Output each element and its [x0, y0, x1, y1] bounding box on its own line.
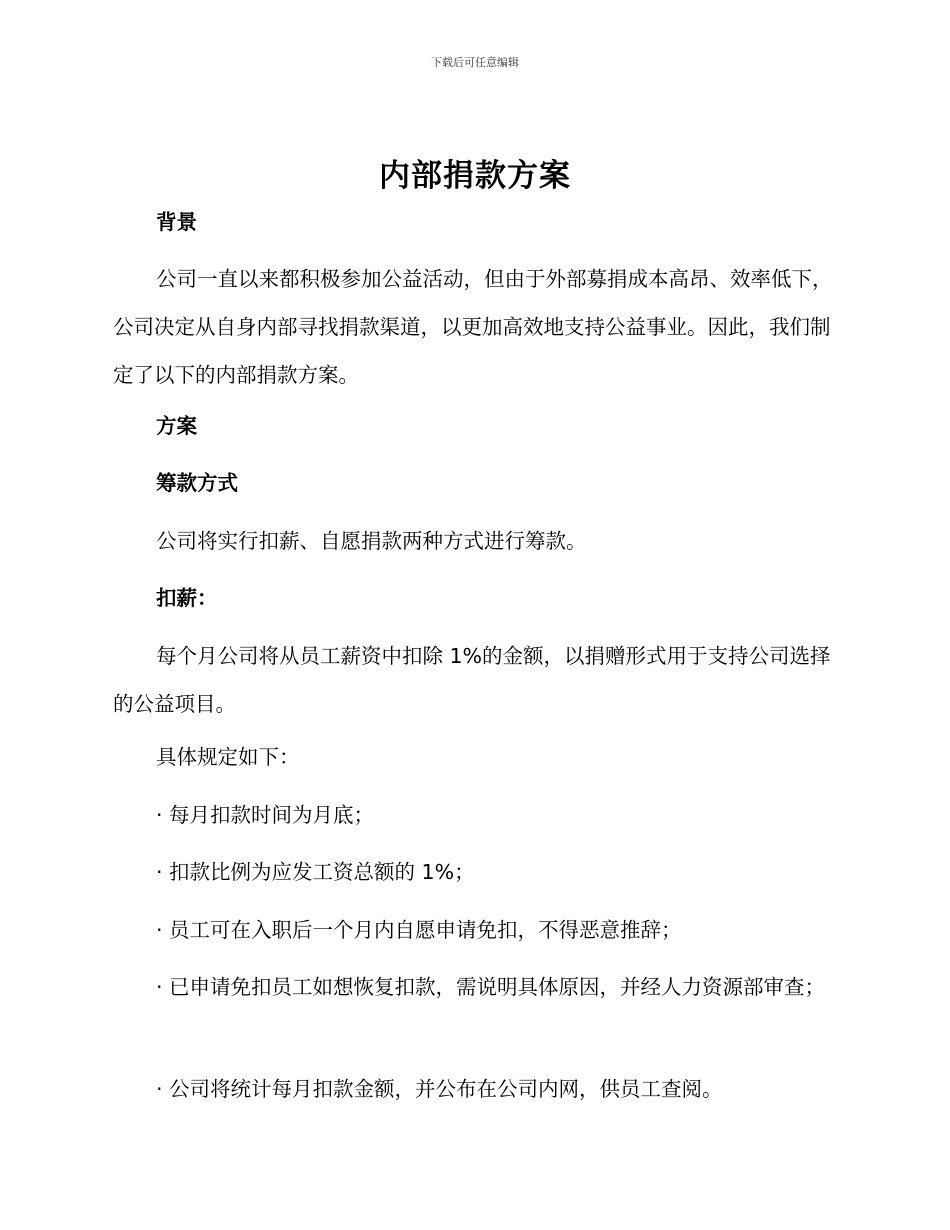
rule-item: · 扣款比例为应发工资总额的 1%；: [156, 860, 475, 884]
deduction-heading: 扣薪：: [156, 586, 218, 610]
background-paragraph: 公司一直以来都积极参加公益活动，但由于外部募捐成本高昂、效率低下，公司决定从自身内部寻找捐款渠道，以更加高效地支持公益事业。因此，我们制定了以下的内部捐款方案。: [113, 267, 833, 387]
rule-item: · 每月扣款时间为月底；: [156, 803, 375, 827]
fundraising-heading: 筹款方式: [156, 471, 238, 495]
page-header: 下载后可任意编辑: [431, 56, 519, 69]
rules-intro: 具体规定如下：: [156, 745, 300, 769]
background-heading: 背景: [156, 210, 197, 234]
document-title: 内部捐款方案: [379, 158, 571, 194]
plan-heading: 方案: [156, 414, 197, 438]
rule-item: · 员工可在入职后一个月内自愿申请免扣，不得恶意推辞；: [156, 918, 682, 942]
fundraising-paragraph: 公司将实行扣薪、自愿捐款两种方式进行筹款。: [156, 529, 587, 553]
rule-item: · 已申请免扣员工如想恢复扣款，需说明具体原因，并经人力资源部审查；: [156, 975, 826, 999]
deduction-paragraph: 每个月公司将从员工薪资中扣除 1%的金额，以捐赠形式用于支持公司选择的公益项目。: [113, 644, 831, 716]
rule-item: · 公司将统计每月扣款金额，并公布在公司内网，供员工查阅。: [156, 1077, 723, 1101]
